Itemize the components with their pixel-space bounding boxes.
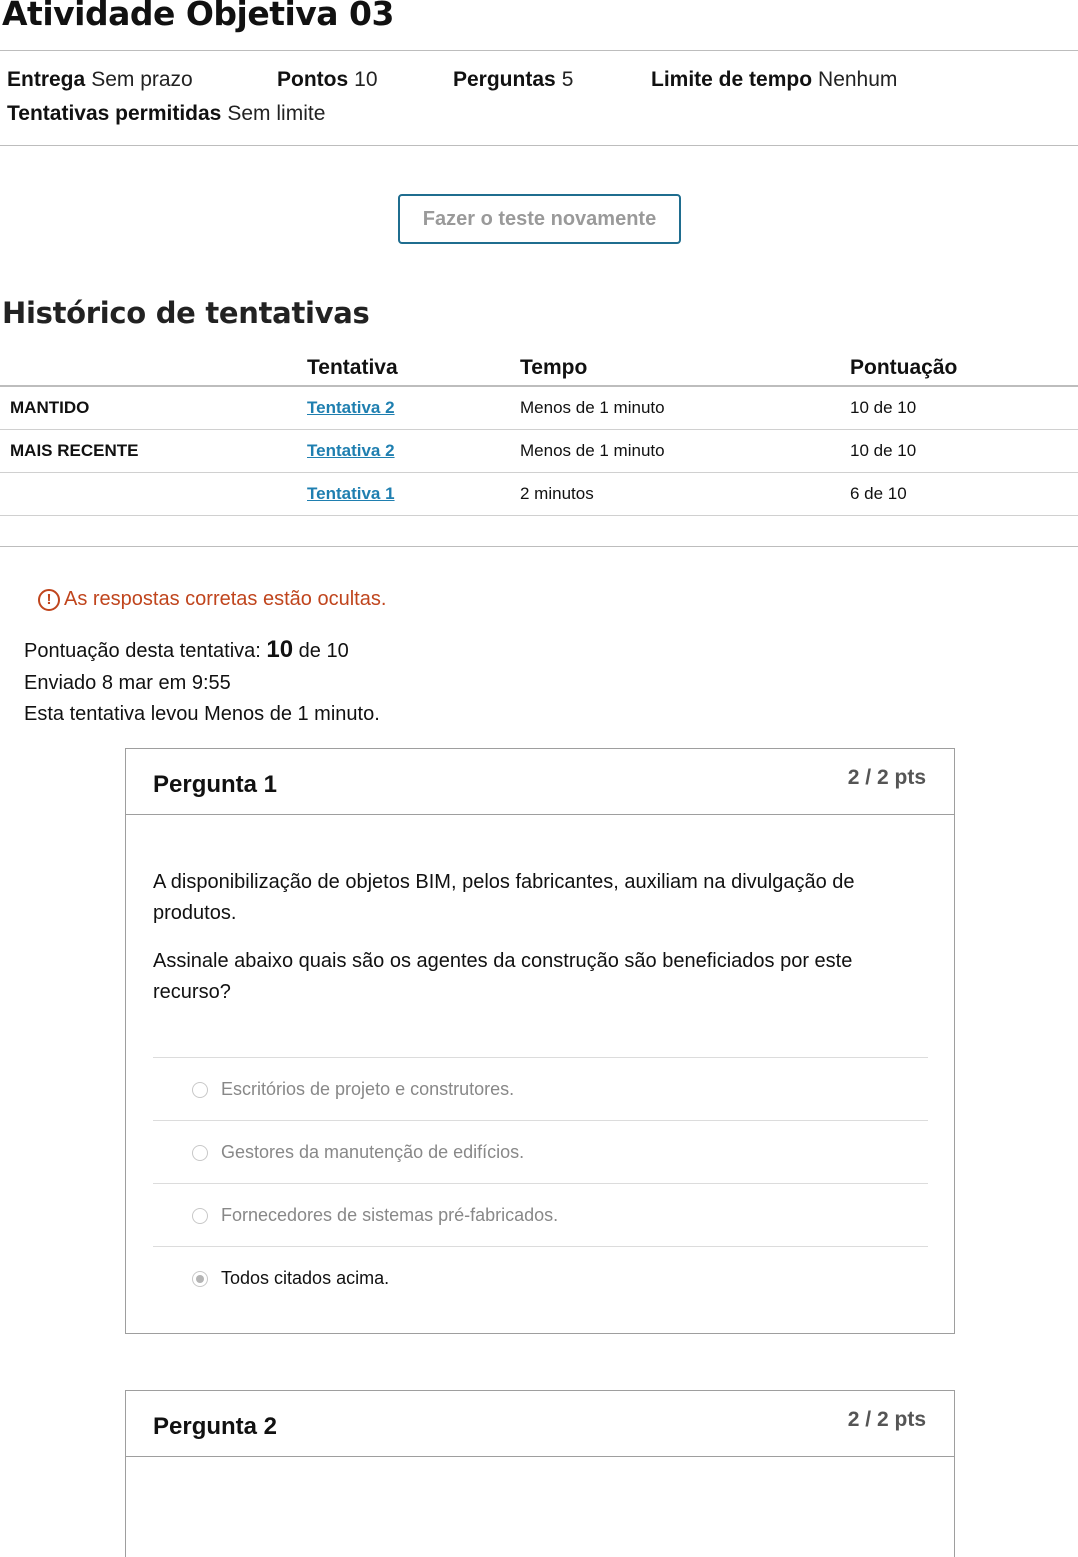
meta-perguntas-value: 5 (561, 68, 574, 91)
row-score: 6 de 10 (850, 472, 1078, 515)
row-label (0, 472, 307, 515)
attempt-score (24, 636, 349, 664)
exclamation-icon: ! (38, 589, 60, 611)
header-pontuacao: Pontuação (850, 350, 1078, 386)
row-score: 10 de 10 (850, 386, 1078, 429)
row-score: 10 de 10 (850, 429, 1078, 472)
meta-limite-label: Limite de tempo (651, 68, 813, 91)
radio-button[interactable] (192, 1082, 208, 1098)
meta-tentativas (7, 102, 325, 126)
row-time: Menos de 1 minuto (520, 429, 850, 472)
table-row (0, 429, 1078, 472)
header-tempo: Tempo (520, 350, 850, 386)
meta-pontos (277, 68, 378, 92)
meta-limite (651, 68, 897, 92)
answer-text: Gestores da manutenção de edifícios. (221, 1142, 525, 1162)
attempt-history-table (0, 350, 1078, 516)
score-suffix: de 10 (298, 640, 349, 662)
answer-text: Fornecedores de sistemas pré-fabricados. (221, 1205, 559, 1225)
meta-perguntas (453, 68, 573, 92)
question-points: 2 / 2 pts (847, 1408, 926, 1431)
table-header-row (0, 350, 1078, 386)
row-label: MAIS RECENTE (0, 429, 307, 472)
meta-entrega-label: Entrega (7, 68, 86, 91)
answer-option[interactable] (153, 1183, 928, 1246)
submitted-at: Enviado 8 mar em 9:55 (24, 672, 231, 694)
divider (0, 546, 1078, 547)
question-header (126, 749, 954, 815)
radio-button[interactable] (192, 1145, 208, 1161)
answer-text: Escritórios de projeto e construtores. (221, 1079, 515, 1099)
attempt-duration: Esta tentativa levou Menos de 1 minuto. (24, 703, 380, 725)
question-header (126, 1391, 954, 1457)
score-prefix: Pontuação desta tentativa: (24, 640, 261, 662)
question-title: Pergunta 1 (153, 771, 278, 798)
table-row (0, 472, 1078, 515)
answer-text: Todos citados acima. (221, 1268, 390, 1288)
answer-list (153, 1057, 928, 1309)
meta-entrega (7, 68, 193, 92)
question-card (125, 1390, 955, 1557)
radio-button[interactable] (192, 1208, 208, 1224)
meta-perguntas-label: Perguntas (453, 68, 556, 91)
answer-option[interactable] (153, 1120, 928, 1183)
question-title: Pergunta 2 (153, 1413, 278, 1440)
history-title: Histórico de tentativas (2, 296, 370, 330)
meta-tentativas-label: Tentativas permitidas (7, 102, 222, 125)
meta-limite-value: Nenhum (818, 68, 898, 91)
header-tentativa: Tentativa (307, 350, 520, 386)
row-time: Menos de 1 minuto (520, 386, 850, 429)
row-time: 2 minutos (520, 472, 850, 515)
table-row (0, 386, 1078, 429)
meta-tentativas-value: Sem limite (227, 102, 326, 125)
header-blank (0, 350, 307, 386)
question-points: 2 / 2 pts (847, 766, 926, 789)
attempt-link[interactable]: Tentativa 2 (307, 397, 395, 417)
score-value: 10 (266, 636, 294, 663)
answers-hidden-notice (38, 588, 386, 611)
notice-text: As respostas corretas estão ocultas. (64, 588, 387, 610)
meta-pontos-value: 10 (354, 68, 378, 91)
question-card (125, 748, 955, 1334)
meta-entrega-value: Sem prazo (91, 68, 193, 91)
meta-pontos-label: Pontos (277, 68, 349, 91)
radio-button-selected[interactable] (192, 1271, 208, 1287)
question-text: A disponibilização de objetos BIM, pelos fabricantes, auxiliam na divulgação de produtos. (153, 871, 855, 924)
page-title: Atividade Objetiva 03 (2, 0, 394, 33)
divider (0, 145, 1078, 146)
answer-option-selected[interactable] (153, 1246, 928, 1309)
answer-option[interactable] (153, 1057, 928, 1120)
attempt-link[interactable]: Tentativa 1 (307, 483, 395, 503)
divider (0, 50, 1078, 51)
attempt-link[interactable]: Tentativa 2 (307, 440, 395, 460)
row-label: MANTIDO (0, 386, 307, 429)
retake-quiz-button[interactable]: Fazer o teste novamente (398, 194, 681, 244)
question-text: Assinale abaixo quais são os agentes da construção são beneficiados por este recurso? (153, 950, 853, 1003)
